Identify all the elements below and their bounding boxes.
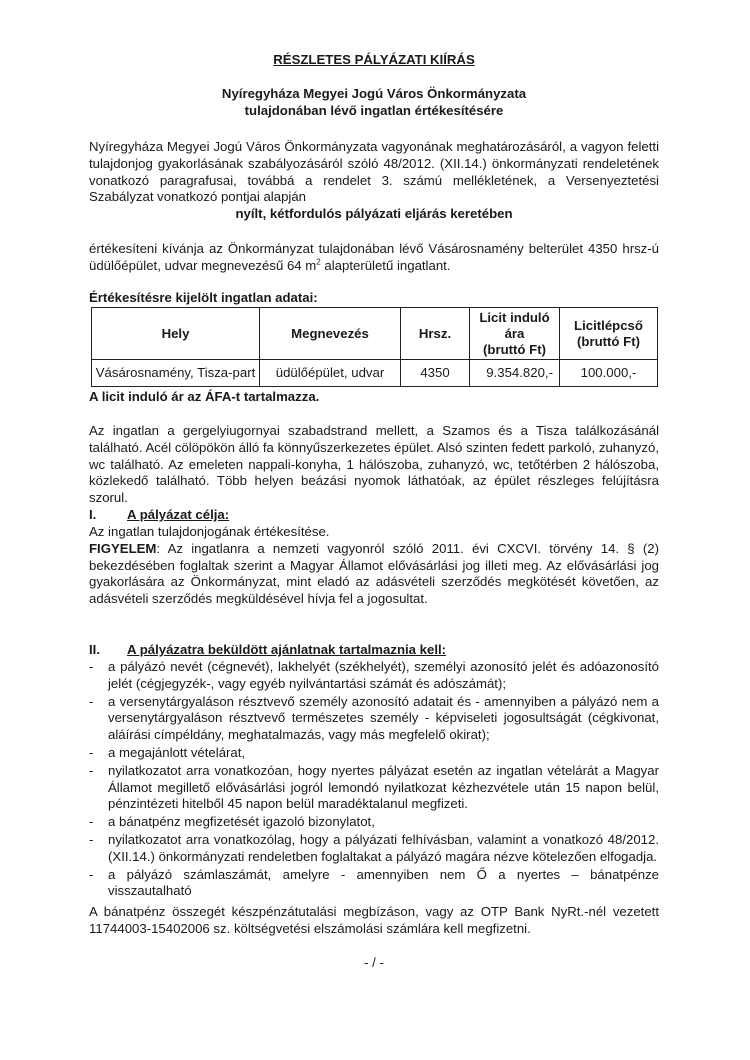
list-item-text: a bánatpénz megfizetését igazoló bizonylatot, bbox=[108, 814, 375, 830]
procedure-line: nyílt, kétfordulós pályázati eljárás keretében bbox=[235, 206, 513, 221]
dash-bullet-icon: - bbox=[89, 814, 94, 830]
list-item bbox=[89, 659, 659, 693]
list-item bbox=[89, 694, 659, 744]
table-heading: Értékesítésre kijelölt ingatlan adatai: bbox=[89, 290, 318, 305]
section-1-number: I. bbox=[89, 507, 97, 522]
cell-licit-indulo-ar: 9.354.820,- bbox=[470, 360, 560, 387]
section-1-warning bbox=[89, 541, 659, 608]
header-step-line-2: (bruttó Ft) bbox=[577, 333, 640, 349]
header-hrsz: Hrsz. bbox=[401, 308, 470, 360]
list-item-text: a megajánlott vételárat, bbox=[108, 744, 246, 760]
vat-note: A licit induló ár az ÁFA-t tartalmazza. bbox=[89, 389, 320, 404]
dash-bullet-icon: - bbox=[89, 744, 94, 760]
document-title: RÉSZLETES PÁLYÁZATI KIÍRÁS bbox=[273, 52, 475, 67]
list-item-text: nyilatkozatot arra vonatkozóan, hogy nyertes pályázat esetén az ingatlan vételárát a Magyar Államot megillető elővásárlási jogról lemondó nyilatkozat kézhezvétele után 15 napon belül, pénzintézeti hitelből 45 napon belül maradéktalanul megfizeti. bbox=[108, 762, 659, 812]
list-item bbox=[89, 814, 659, 831]
list-item-text: a pályázó nevét (cégnevét), lakhelyét (székhelyét), személyi azonosító jelét és adóazonosító jelét (cégjegyzék-, vagy egyéb nyilvántartási számát és adószámát); bbox=[108, 659, 659, 691]
dash-bullet-icon: - bbox=[89, 659, 94, 674]
dash-bullet-icon: - bbox=[89, 762, 94, 778]
sale-paragraph bbox=[89, 241, 659, 275]
document-subtitle bbox=[89, 86, 659, 120]
subtitle-line-2: tulajdonában lévő ingatlan értékesítésére bbox=[244, 102, 504, 118]
dash-bullet-icon: - bbox=[89, 831, 94, 847]
subtitle-line-1: Nyíregyháza Megyei Jogú Város Önkormányzata bbox=[221, 86, 527, 101]
header-licitlepcso bbox=[560, 308, 658, 360]
page-number: - / - bbox=[364, 955, 384, 970]
section-2-title: A pályázatra beküldött ajánlatnak tartalmaznia kell: bbox=[127, 642, 447, 657]
table-header-row bbox=[92, 308, 658, 360]
dash-bullet-icon: - bbox=[89, 693, 94, 709]
list-item-text: a pályázó számlaszámát, amelyre - amennyiben nem Ő a nyertes – bánatpénze visszautalható bbox=[108, 866, 659, 899]
cell-hrsz: 4350 bbox=[401, 360, 470, 387]
property-table bbox=[91, 307, 658, 387]
dash-bullet-icon: - bbox=[89, 866, 94, 882]
section-1-body bbox=[89, 524, 659, 608]
intro-paragraph: Nyíregyháza Megyei Jogú Város Önkormányzata vagyonának meghatározásáról, a vagyon feletti tulajdonjog gyakorlásának szabályozásáról szóló 48/2012. (XII.14.) önkormányzati rendeletének vonatkozó paragrafusai, továbbá a rendelet 3. számú mellékletének, a Versenyeztetési Szabályzat vonatkozó pontjai alapján bbox=[89, 139, 659, 205]
warning-text: : Az ingatlanra a nemzeti vagyonról szóló 2011. évi CXCVI. törvény 14. § (2) bekezdésében foglaltak szerint a Magyar Államot elővásárlási jog illeti meg. Az elővásárlási jog gyakorlására az Önkormányzat, mint eladó az adásvételi szerződés megkötését követően, az adásvételi szerződés megküldésével hívja fel a jogosultat. bbox=[89, 540, 659, 607]
section-2-list bbox=[89, 659, 659, 901]
section-1-line-1: Az ingatlan tulajdonjogának értékesítése. bbox=[89, 524, 330, 539]
list-item-text: nyilatkozatot arra vonatkozólag, hogy a pályázati felhívásban, valamint a vonatkozó 48/2012.(XII.14.) önkormányzati rendeletben foglaltakat a pályázó magára nézve kötelezően elfogadja. bbox=[108, 831, 659, 864]
cell-hely: Vásárosnamény, Tisza-part bbox=[92, 360, 260, 387]
table-row bbox=[92, 360, 658, 387]
sale-paragraph-text-1: értékesíteni kívánja az Önkormányzat tulajdonában lévő Vásárosnamény belterület 4350 hrsz-ú üdülőépület, udvar megnevezésű 64 m bbox=[89, 241, 659, 273]
list-item bbox=[89, 763, 659, 813]
list-item bbox=[89, 745, 659, 762]
header-price-line-3: (bruttó Ft) bbox=[483, 341, 546, 357]
section-2-heading bbox=[89, 642, 446, 659]
list-item bbox=[89, 832, 659, 866]
section-2-number: II. bbox=[89, 642, 100, 657]
description-paragraph: Az ingatlan a gergelyiugornyai szabadstrand mellett, a Szamos és a Tisza találkozásánál található. Acél cölöpökön álló fa könnyűszerkezetes épület. Alsó szinten fedett parkoló, zuhanyzó, wc található. Az emeleten nappali-konyha, 1 hálószoba, zuhanyzó, wc, tetőtérben 2 hálószoba, közlekedő található. Több helyen beázási nyomok láthatóak, az épület részleges felújításra szorul. bbox=[89, 423, 659, 506]
header-megnevezes: Megnevezés bbox=[260, 308, 401, 360]
list-item bbox=[89, 867, 659, 901]
section-1-title: A pályázat célja: bbox=[127, 507, 230, 522]
payment-paragraph: A bánatpénz összegét készpénzátutalási megbízáson, vagy az OTP Bank NyRt.-nél vezetett 11744003-15402006 sz. költségvetési elszámolási számlára kell megfizetni. bbox=[89, 904, 659, 936]
header-price-line-2: ára bbox=[504, 325, 525, 341]
sale-paragraph-text-2: alapterületű ingatlant. bbox=[320, 257, 451, 273]
header-licit-indulo-ar bbox=[470, 308, 560, 360]
section-1-heading bbox=[89, 507, 229, 524]
cell-licitlepcso: 100.000,- bbox=[560, 360, 658, 387]
header-step-line-1: Licitlépcső bbox=[574, 317, 643, 333]
list-item-text: a versenytárgyaláson résztvevő személy azonosító adatait és - amennyiben a pályázó nem a versenytárgyaláson résztvevő természetes személy - képviseleti jogosultságát (cégkivonat, aláírási címpéldány, meghatalmazás, vagy más megfelelő okirat); bbox=[108, 693, 659, 743]
sale-paragraph-sup: 2 bbox=[316, 257, 321, 267]
cell-megnevezes: üdülőépület, udvar bbox=[260, 360, 401, 387]
warning-label: FIGYELEM bbox=[89, 540, 157, 556]
header-hely: Hely bbox=[92, 308, 260, 360]
header-price-line-1: Licit induló bbox=[479, 309, 550, 325]
